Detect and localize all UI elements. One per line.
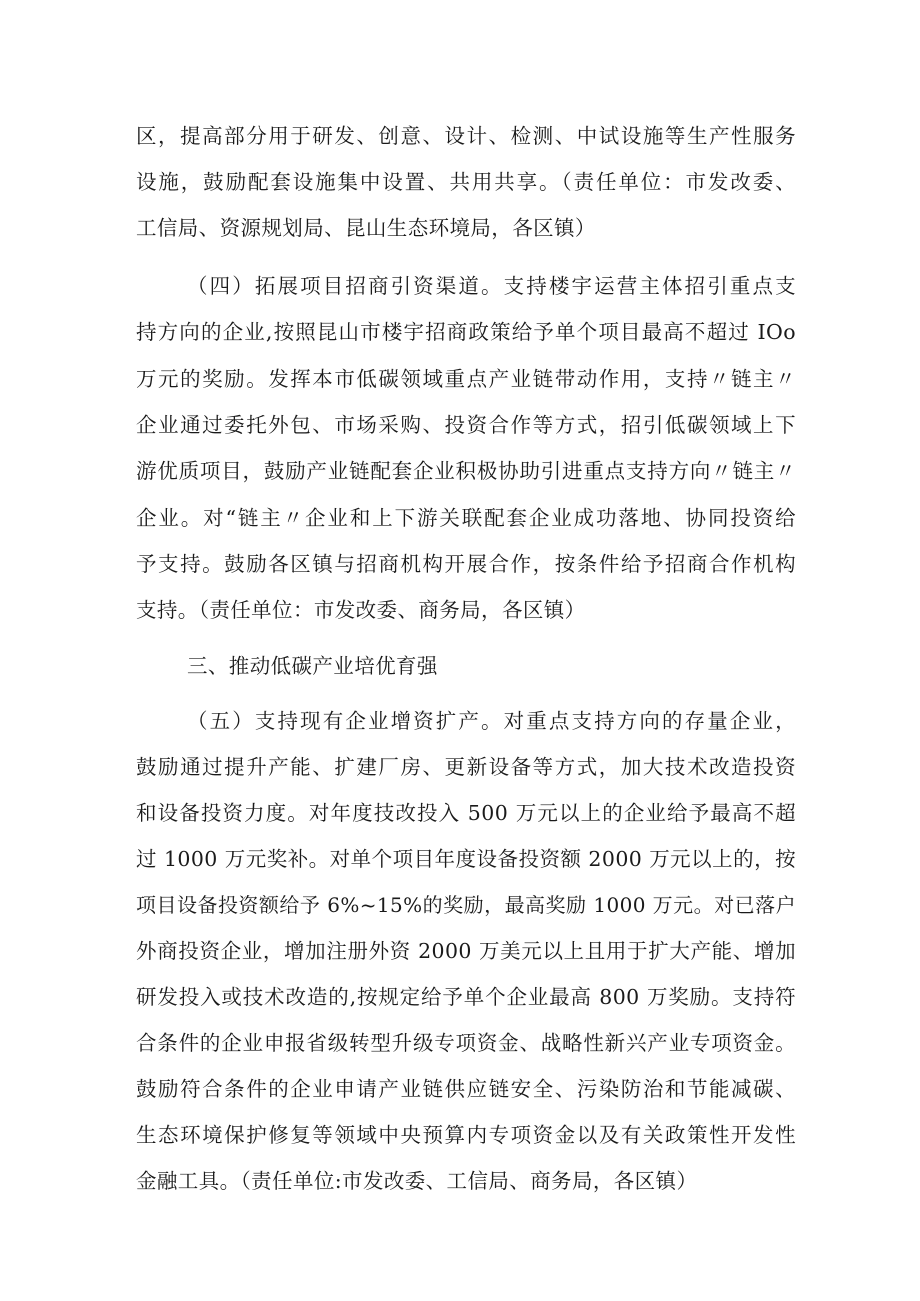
paragraph-3-line-7: 研发投入或技术改造的,按规定给予单个企业最高 800 万奖励。支持符 — [136, 985, 796, 1009]
paragraph-2-line-5: 游优质项目，鼓励产业链配套企业积极协助引进重点支持方向〃链主〃 — [136, 459, 796, 483]
section-heading: 三、推动低碳产业培优育强 — [187, 654, 438, 678]
paragraph-3-line-11: 金融工具。（责任单位:市发改委、工信局、商务局，各区镇） — [136, 1169, 698, 1193]
paragraph-2-line-3: 万元的奖励。发挥本市低碳领域重点产业链带动作用，支持〃链主〃 — [136, 367, 796, 391]
paragraph-3-line-1: （五）支持现有企业增资扩产。对重点支持方向的存量企业， — [187, 709, 796, 733]
paragraph-3-line-4: 过 1000 万元奖补。对单个项目年度设备投资额 2000 万元以上的，按 — [136, 847, 796, 871]
paragraph-1-line-1: 区，提高部分用于研发、创意、设计、检测、中试设施等生产性服务 — [136, 124, 796, 148]
paragraph-2-line-8: 支持。（责任单位：市发改委、商务局，各区镇） — [136, 598, 586, 622]
paragraph-2-line-7: 予支持。鼓励各区镇与招商机构开展合作，按条件给予招商合作机构 — [136, 552, 796, 576]
paragraph-3-line-5: 项目设备投资额给予 6%~15%的奖励，最高奖励 1000 万元。对已落户 — [136, 893, 796, 917]
paragraph-3-line-8: 合条件的企业申报省级转型升级专项资金、战略性新兴产业专项资金。 — [136, 1031, 796, 1055]
paragraph-1-line-3: 工信局、资源规划局、昆山生态环境局，各区镇） — [136, 216, 596, 240]
paragraph-3-line-6: 外商投资企业，增加注册外资 2000 万美元以上且用于扩大产能、增加 — [136, 939, 796, 963]
paragraph-3-line-9: 鼓励符合条件的企业申请产业链供应链安全、污染防治和节能减碳、 — [136, 1077, 796, 1101]
paragraph-3-line-10: 生态环境保护修复等领域中央预算内专项资金以及有关政策性开发性 — [136, 1123, 796, 1147]
paragraph-2-line-2: 持方向的企业,按照昆山市楼宇招商政策给予单个项目最高不超过 IOo — [136, 320, 796, 344]
paragraph-3-line-2: 鼓励通过提升产能、扩建厂房、更新设备等方式，加大技术改造投资 — [136, 755, 796, 779]
paragraph-2-line-1: （四）拓展项目招商引资渠道。支持楼宇运营主体招引重点支 — [187, 274, 796, 298]
paragraph-3-line-3: 和设备投资力度。对年度技改投入 500 万元以上的企业给予最高不超 — [136, 801, 796, 825]
paragraph-2-line-6: 企业。对“链主〃企业和上下游关联配套企业成功落地、协同投资给 — [136, 506, 796, 530]
paragraph-1-line-2: 设施，鼓励配套设施集中设置、共用共享。（责任单位：市发改委、 — [136, 170, 796, 194]
paragraph-2-line-4: 企业通过委托外包、市场采购、投资合作等方式，招引低碳领域上下 — [136, 413, 796, 437]
